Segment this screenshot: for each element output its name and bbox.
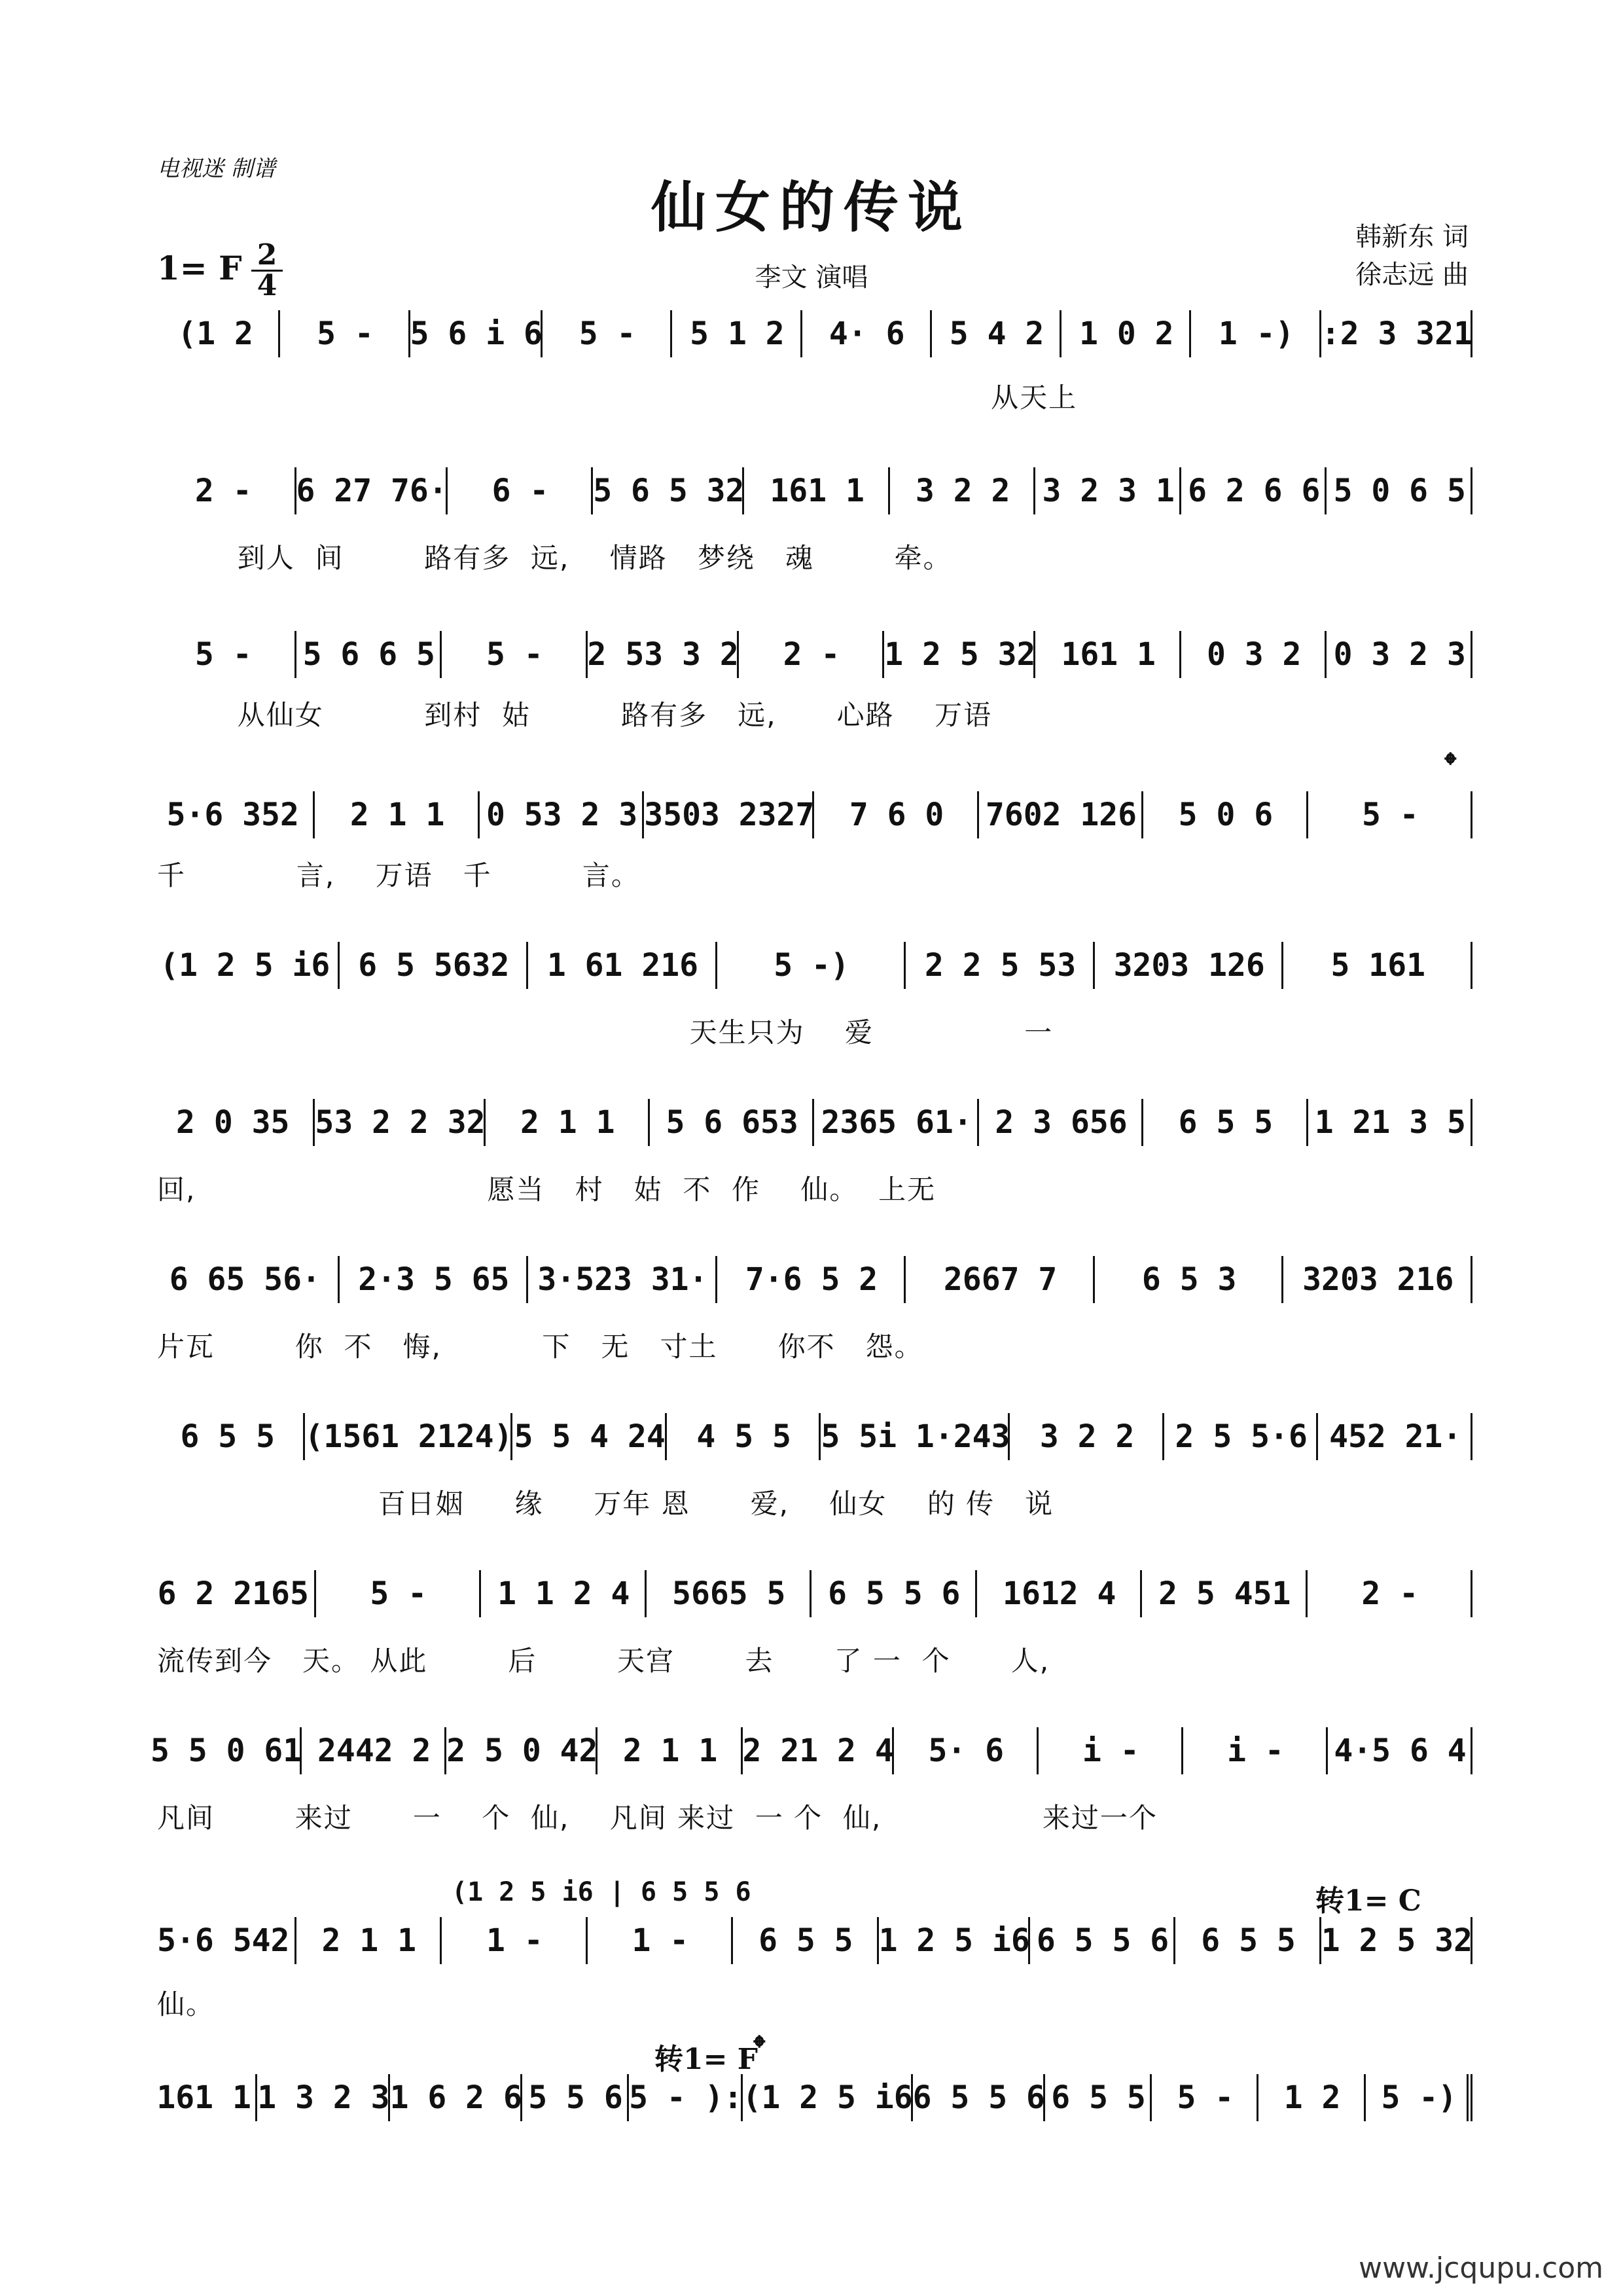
measure: 2442 2 xyxy=(302,1718,446,1784)
lyrics-line: 到人 间 路有多 远, 情路 梦绕 魂 牵。 xyxy=(157,542,952,574)
measure: 1 61 216 xyxy=(528,933,717,998)
lyrics-line: 千 言, 万语 千 言。 xyxy=(157,859,640,891)
measure: 1 21 3 5 xyxy=(1308,1090,1472,1155)
measure: 5665 5 xyxy=(647,1561,812,1626)
notation-system xyxy=(151,1404,1472,1469)
measure: 0 3 2 xyxy=(1181,622,1327,687)
measure: 2 0 35 xyxy=(151,1090,315,1155)
measure: 5 0 6 xyxy=(1143,782,1308,848)
modulation-marker-c: 转1= C xyxy=(1315,1884,1421,1918)
measure: 5 6 6 5 xyxy=(296,622,442,687)
measure: 5 5i 1·243 xyxy=(821,1404,1010,1469)
measure: 5 -) xyxy=(1366,2065,1472,2130)
measure: 5 5 0 61 xyxy=(151,1718,302,1784)
measure: 1 1 2 4 xyxy=(481,1561,647,1626)
measure: 0 3 2 3 xyxy=(1327,622,1472,687)
key-signature: 1= F xyxy=(157,249,242,287)
measure: 5 - xyxy=(543,301,672,367)
measure: 3 2 3 1 xyxy=(1035,458,1181,524)
measure: 2 5 451 xyxy=(1142,1561,1308,1626)
measure: 5 6 i 6 xyxy=(410,301,543,367)
measure: 2 2 5 53 xyxy=(906,933,1095,998)
measure: i - xyxy=(1183,1718,1328,1784)
measure: 0 53 2 3 xyxy=(480,782,644,848)
measure: 6 5 5632 xyxy=(340,933,529,998)
notation-system xyxy=(151,1718,1472,1784)
lyrics-line: 流传到今 天。 从此 后 天宫 去 了 一 个 人, xyxy=(157,1645,1050,1677)
watermark: www.jcqupu.com xyxy=(1359,2251,1603,2285)
measure: 53 2 2 32 xyxy=(315,1090,485,1155)
measure: 5 - xyxy=(1152,2065,1258,2130)
measure: 2 1 1 xyxy=(315,782,479,848)
measure: 6 5 3 xyxy=(1095,1247,1284,1312)
measure: 2 5 0 42 xyxy=(446,1718,597,1784)
measure: 2 - xyxy=(1308,1561,1473,1626)
measure: 2365 61· xyxy=(814,1090,978,1155)
measure: 2 21 2 4 xyxy=(743,1718,894,1784)
performer-credit: 李文 演唱 xyxy=(755,262,868,293)
notation-system xyxy=(151,933,1472,998)
measure: 1 2 5 32 xyxy=(1321,1908,1472,1973)
measure: 3203 126 xyxy=(1095,933,1284,998)
measure: 6 5 5 6 xyxy=(812,1561,977,1626)
measure: 5 - xyxy=(280,301,410,367)
measure: 1 2 xyxy=(1258,2065,1365,2130)
notation-system xyxy=(151,301,1472,367)
measure: 2 - xyxy=(739,622,885,687)
measure: 4·5 6 4 xyxy=(1328,1718,1472,1784)
lyrics-line: 天生只为 爱 一 xyxy=(157,1016,1054,1049)
notation-system xyxy=(151,1908,1472,1973)
measure: 1 2 5 i6 xyxy=(879,1908,1030,1973)
measure: i - xyxy=(1039,1718,1183,1784)
measure: (1 2 xyxy=(151,301,280,367)
notation-system xyxy=(151,782,1472,848)
measure: 7 6 0 xyxy=(814,782,978,848)
measure: 2 1 1 xyxy=(296,1908,442,1973)
measure: 2 5 5·6 xyxy=(1164,1404,1319,1469)
measure: 5 0 6 5 xyxy=(1327,458,1472,524)
lyrics-line: 片瓦 你 不 悔, 下 无 寸土 你不 怨。 xyxy=(157,1331,923,1363)
composer-credit: 徐志远 曲 xyxy=(1355,260,1469,290)
measure: 3 2 2 xyxy=(890,458,1036,524)
measure: 161 1 xyxy=(744,458,890,524)
measure: 2 1 1 xyxy=(597,1718,742,1784)
measure: 6 5 5 6 xyxy=(913,2065,1045,2130)
measure: 4· 6 xyxy=(802,301,932,367)
measure: 161 1 xyxy=(1035,622,1181,687)
measure: 1612 4 xyxy=(977,1561,1143,1626)
measure: 5·6 542 xyxy=(151,1908,296,1973)
measure: 3 2 2 xyxy=(1010,1404,1164,1469)
measure: 5 6 653 xyxy=(650,1090,814,1155)
measure: 1 0 2 xyxy=(1061,301,1191,367)
measure: 6 5 5 xyxy=(151,1404,305,1469)
notation-system xyxy=(151,1561,1472,1626)
measure: 6 2 6 6 xyxy=(1181,458,1327,524)
measure: 452 21· xyxy=(1318,1404,1472,1469)
measure: 1 6 2 6 xyxy=(390,2065,522,2130)
measure: 6 27 76· xyxy=(296,458,448,524)
measure: 6 5 5 xyxy=(733,1908,879,1973)
measure: 2 3 656 xyxy=(979,1090,1143,1155)
measure: 5 - xyxy=(316,1561,482,1626)
measure: 6 65 56· xyxy=(151,1247,340,1312)
lyrics-line: 仙。 xyxy=(157,1988,215,2020)
measure: 1 3 2 3 xyxy=(257,2065,389,2130)
measure: (1 2 5 i6 xyxy=(151,933,340,998)
measure: (1 2 5 i6 xyxy=(743,2065,913,2130)
measure: 7·6 5 2 xyxy=(717,1247,906,1312)
measure: 4 5 5 xyxy=(667,1404,821,1469)
time-signature-top: 2 xyxy=(257,238,277,272)
lyrics-line: 百日姻 缘 万年 恩 爱, 仙女 的 传 说 xyxy=(157,1488,1054,1520)
measure: (1561 2124) xyxy=(305,1404,513,1469)
measure: 1 - xyxy=(588,1908,734,1973)
notation-system xyxy=(151,1247,1472,1312)
measure: 5 - xyxy=(151,622,296,687)
notation-system xyxy=(151,1090,1472,1155)
measure: 5 - ): xyxy=(629,2065,742,2130)
measure: 3503 2327 xyxy=(644,782,814,848)
measure: 3·523 31· xyxy=(528,1247,717,1312)
measure: 2667 7 xyxy=(906,1247,1095,1312)
measure: 5 6 5 32 xyxy=(593,458,744,524)
measure: 5 4 2 xyxy=(932,301,1061,367)
notation-system xyxy=(151,2065,1472,2130)
measure: 3203 216 xyxy=(1283,1247,1472,1312)
measure: 2 53 3 2 xyxy=(588,622,739,687)
ossia-passage: (1 2 5 i6 | 6 5 5 6 xyxy=(452,1877,751,1907)
measure: 6 5 5 xyxy=(1175,1908,1321,1973)
measure: 1 2 5 32 xyxy=(884,622,1035,687)
measure: 5· 6 xyxy=(894,1718,1039,1784)
measure: 5 5 6 xyxy=(522,2065,629,2130)
measure: 6 5 5 xyxy=(1143,1090,1308,1155)
measure: 5 - xyxy=(1308,782,1472,848)
song-title: 仙女的传说 xyxy=(651,175,972,240)
measure: 5 161 xyxy=(1283,933,1472,998)
measure: 1 - xyxy=(442,1908,588,1973)
measure: 2 - xyxy=(151,458,296,524)
measure: :2 3 321 xyxy=(1321,301,1472,367)
lyrics-line: 从仙女 到村 姑 路有多 远, 心路 万语 xyxy=(157,699,993,731)
measure: 5·6 352 xyxy=(151,782,315,848)
measure: 6 - xyxy=(448,458,594,524)
measure: 5 - xyxy=(442,622,588,687)
measure: 6 5 5 6 xyxy=(1030,1908,1176,1973)
notation-system xyxy=(151,622,1472,687)
measure: 6 5 5 xyxy=(1045,2065,1152,2130)
measure: 7602 126 xyxy=(979,782,1143,848)
measure: 5 5 4 24 xyxy=(512,1404,667,1469)
measure: 5 1 2 xyxy=(672,301,802,367)
measure: 161 1 xyxy=(151,2065,257,2130)
arranger-credit: 电视迷 制谱 xyxy=(157,156,276,182)
time-signature-bottom: 4 xyxy=(251,270,283,300)
lyrics-line: 从天上 xyxy=(157,382,1078,414)
lyrics-line: 凡间 来过 一 个 仙, 凡间 来过 一 个 仙, 来过一个 xyxy=(157,1802,1158,1834)
modulation-marker-f: 转1= F xyxy=(654,2043,758,2076)
coda-symbol-2: 𝄌 xyxy=(754,2029,765,2066)
measure: 5 -) xyxy=(717,933,906,998)
measure: 1 -) xyxy=(1191,301,1321,367)
coda-symbol-1: 𝄌 xyxy=(1445,746,1456,783)
measure: 6 2 2165 xyxy=(151,1561,316,1626)
lyrics-line: 回, 愿当 村 姑 不 作 仙。 上无 xyxy=(157,1174,936,1206)
measure: 2 1 1 xyxy=(486,1090,650,1155)
lyricist-credit: 韩新东 词 xyxy=(1355,222,1469,252)
notation-system xyxy=(151,458,1472,524)
measure: 2·3 5 65 xyxy=(340,1247,529,1312)
